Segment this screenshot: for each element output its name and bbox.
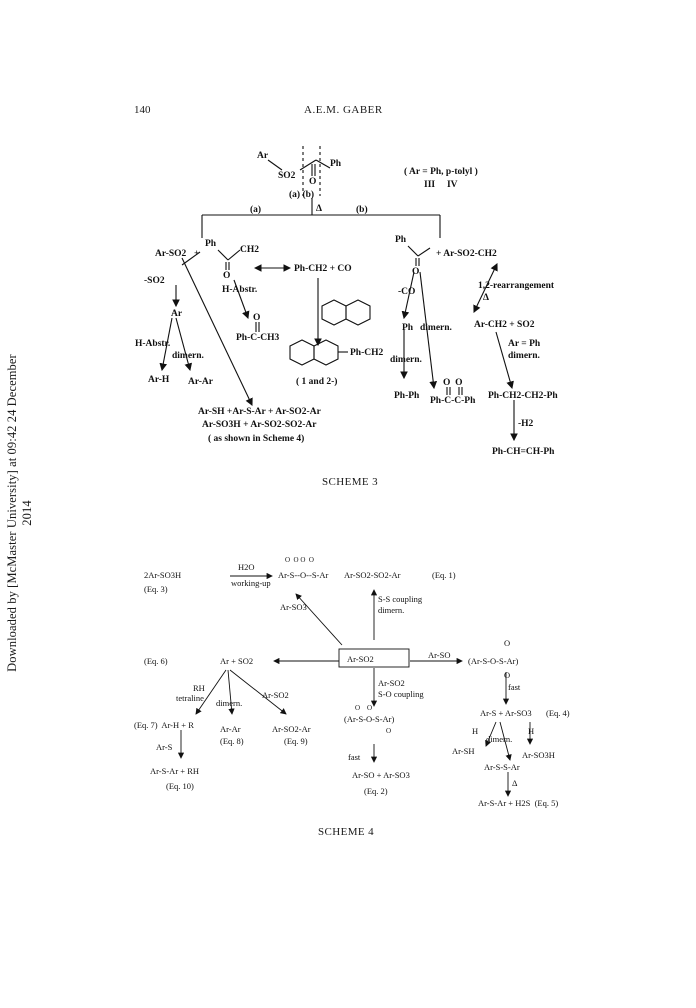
hydrogen-radical-left: H (472, 726, 479, 736)
page-number: 140 (134, 104, 151, 116)
sulfur-products-line2: Ar-SO3H + Ar-SO2-SO2-Ar (202, 420, 317, 430)
phenyl-radical: Ph (402, 323, 414, 333)
equation-3: (Eq. 3) (144, 584, 168, 594)
arylsulfonylmethyl-radical: + Ar-SO2-CH2 (436, 249, 497, 259)
sulfonic-acid: 2Ar-SO3H (144, 570, 182, 580)
compound-numbers: III IV (424, 180, 458, 190)
thiosulfonate-oxygen-top: O (504, 638, 511, 648)
benzylnaphthalene-substituent: Ph-CH2 (350, 348, 384, 358)
sulfinic-ester-oxygen-bottom: O (386, 727, 392, 735)
thiyl-plus-sulfonyloxy: Ar-S + Ar-SO3 (480, 708, 532, 718)
so-coupling-label: S-O coupling (378, 689, 424, 699)
acetophenone-oxygen: O (253, 313, 261, 323)
sulfinic-ester: (Ar-S-O-S-Ar) (344, 714, 395, 724)
minus-co-label: -CO (398, 287, 416, 297)
anhydride-oxygens: O O O O (285, 556, 314, 564)
h-abstraction-mid: H-Abstr. (222, 285, 258, 295)
aryl-plus-so2: Ar + SO2 (220, 656, 254, 666)
central-sulfonyl-radical: Ar-SO2 (347, 654, 374, 664)
equation-2: (Eq. 2) (364, 786, 388, 796)
arso2-radical-mid: Ar-SO2 (378, 678, 405, 688)
rearrangement-label: 1,2-rearrangement (478, 281, 555, 291)
scheme-4-caption: SCHEME 4 (318, 826, 375, 838)
dimerization-left: dimern. (172, 351, 204, 361)
sulfur-products-line1: Ar-SH +Ar-S-Ar + Ar-SO2-Ar (198, 407, 321, 417)
water-label: H2O (238, 562, 255, 572)
sulfonic-acid-product: Ar-SO3H (522, 750, 555, 760)
oxygen-top-label: O (309, 177, 317, 187)
dimerization-top: dimern. (378, 605, 405, 615)
tetraline-label: tetraline (176, 693, 204, 703)
thiosulfonate-oxygen-bottom: O (504, 670, 511, 680)
plus-sign: + (194, 249, 200, 259)
sulfide-plus-rh: Ar-S-Ar + RH (150, 766, 200, 776)
dimerization-mid: dimern. (420, 323, 452, 333)
dimerization-low: dimern. (390, 355, 422, 365)
sulfinyl-plus-sulfonyloxy: Ar-SO + Ar-SO3 (352, 770, 410, 780)
fast-label-mid: fast (348, 752, 361, 762)
disulfone: Ar-SO2-SO2-Ar (344, 570, 401, 580)
ar-equals-ph: Ar = Ph (508, 339, 541, 349)
arso2-radical-left: Ar-SO2 (262, 690, 289, 700)
scheme-3-caption: SCHEME 3 (322, 476, 379, 488)
benzil-product: Ph-C-C-Ph (430, 396, 476, 406)
biaryl-product: Ar-Ar (188, 377, 213, 387)
ch2-radical: CH2 (240, 245, 259, 255)
thiol-product: Ar-SH (452, 746, 475, 756)
running-head-author: A.E.M. GABER (304, 104, 383, 116)
equation-8: (Eq. 8) (220, 736, 244, 746)
arso2-radical: Ar-SO2 (155, 249, 187, 259)
benzyl-so2-products: Ar-CH2 + SO2 (474, 320, 535, 330)
equation-10: (Eq. 10) (166, 781, 194, 791)
thiosulfonate-ester: (Ar-S-O-S-Ar) (468, 656, 519, 666)
minus-h2-label: -H2 (518, 419, 534, 429)
oxygen-left-label: O (223, 271, 231, 281)
ph-top-label: Ph (330, 159, 342, 169)
arso-radical-label: Ar-SO (428, 650, 451, 660)
acetophenone: Ph-C-CH3 (236, 333, 280, 343)
stilbene-product: Ph-CH=CH-Ph (492, 447, 555, 457)
bibenzyl-product: Ph-CH2-CH2-Ph (488, 391, 558, 401)
h-abstraction-left: H-Abstr. (135, 339, 171, 349)
oxygen-right-label: O (412, 267, 420, 277)
disulfide-product: Ar-S-S-Ar (484, 762, 520, 772)
equation-1: (Eq. 1) (432, 570, 456, 580)
fast-label-right: fast (508, 682, 521, 692)
dimerization-right-4: dimern. (486, 734, 513, 744)
equation-4: (Eq. 4) (546, 708, 570, 718)
dimerization-right: dimern. (508, 351, 540, 361)
dimerization-left-4: dimern. (216, 698, 243, 708)
biphenyl-product: Ph-Ph (394, 391, 420, 401)
minus-so2-label: -SO2 (144, 276, 165, 286)
path-a-label: (a) (250, 205, 262, 215)
scheme4-reference: ( as shown in Scheme 4) (208, 434, 305, 444)
ar-definition: ( Ar = Ph, p-tolyl ) (404, 167, 478, 177)
heat-label-4: Δ (512, 778, 518, 788)
path-b-label: (b) (356, 205, 368, 215)
download-watermark: Downloaded by [McMaster University] at 09:42 24 December 2014 (5, 354, 34, 672)
rh-label: RH (193, 683, 205, 693)
sulfonic-anhydride: Ar-S--O--S-Ar (278, 570, 329, 580)
diaryl-sulfone: Ar-SO2-Ar (272, 724, 311, 734)
benzyl-co-label: Ph-CH2 + CO (294, 264, 352, 274)
arylthiyl-radical: Ar-S (156, 742, 173, 752)
cleavage-ab-label: (a) (b) (289, 190, 315, 200)
aryl-radical: Ar (171, 309, 183, 319)
rearrangement-heat: Δ (483, 293, 489, 303)
sulfinic-ester-oxygens: O O (355, 704, 373, 712)
hydrogen-radical-right: H (528, 726, 535, 736)
biaryl-4: Ar-Ar (220, 724, 241, 734)
working-up-label: working-up (231, 578, 271, 588)
ph-left-label: Ph (205, 239, 217, 249)
ss-coupling-label: S-S coupling (378, 594, 423, 604)
equation-6: (Eq. 6) (144, 656, 168, 666)
benzil-oxygens: O O (443, 378, 463, 388)
isomer-label: ( 1 and 2-) (296, 377, 338, 387)
arene-product: Ar-H (148, 375, 170, 385)
sulfide-h2s-product: Ar-S-Ar + H2S (Eq. 5) (478, 798, 559, 808)
ph-right-label: Ph (395, 235, 407, 245)
so2-label: SO2 (278, 171, 296, 181)
ar-label: Ar (257, 151, 269, 161)
equation-9: (Eq. 9) (284, 736, 308, 746)
equation-7: (Eq. 7) Ar-H + R (134, 720, 194, 730)
arso3-radical: Ar-SO3 (280, 602, 307, 612)
heat-label: Δ (316, 204, 322, 214)
